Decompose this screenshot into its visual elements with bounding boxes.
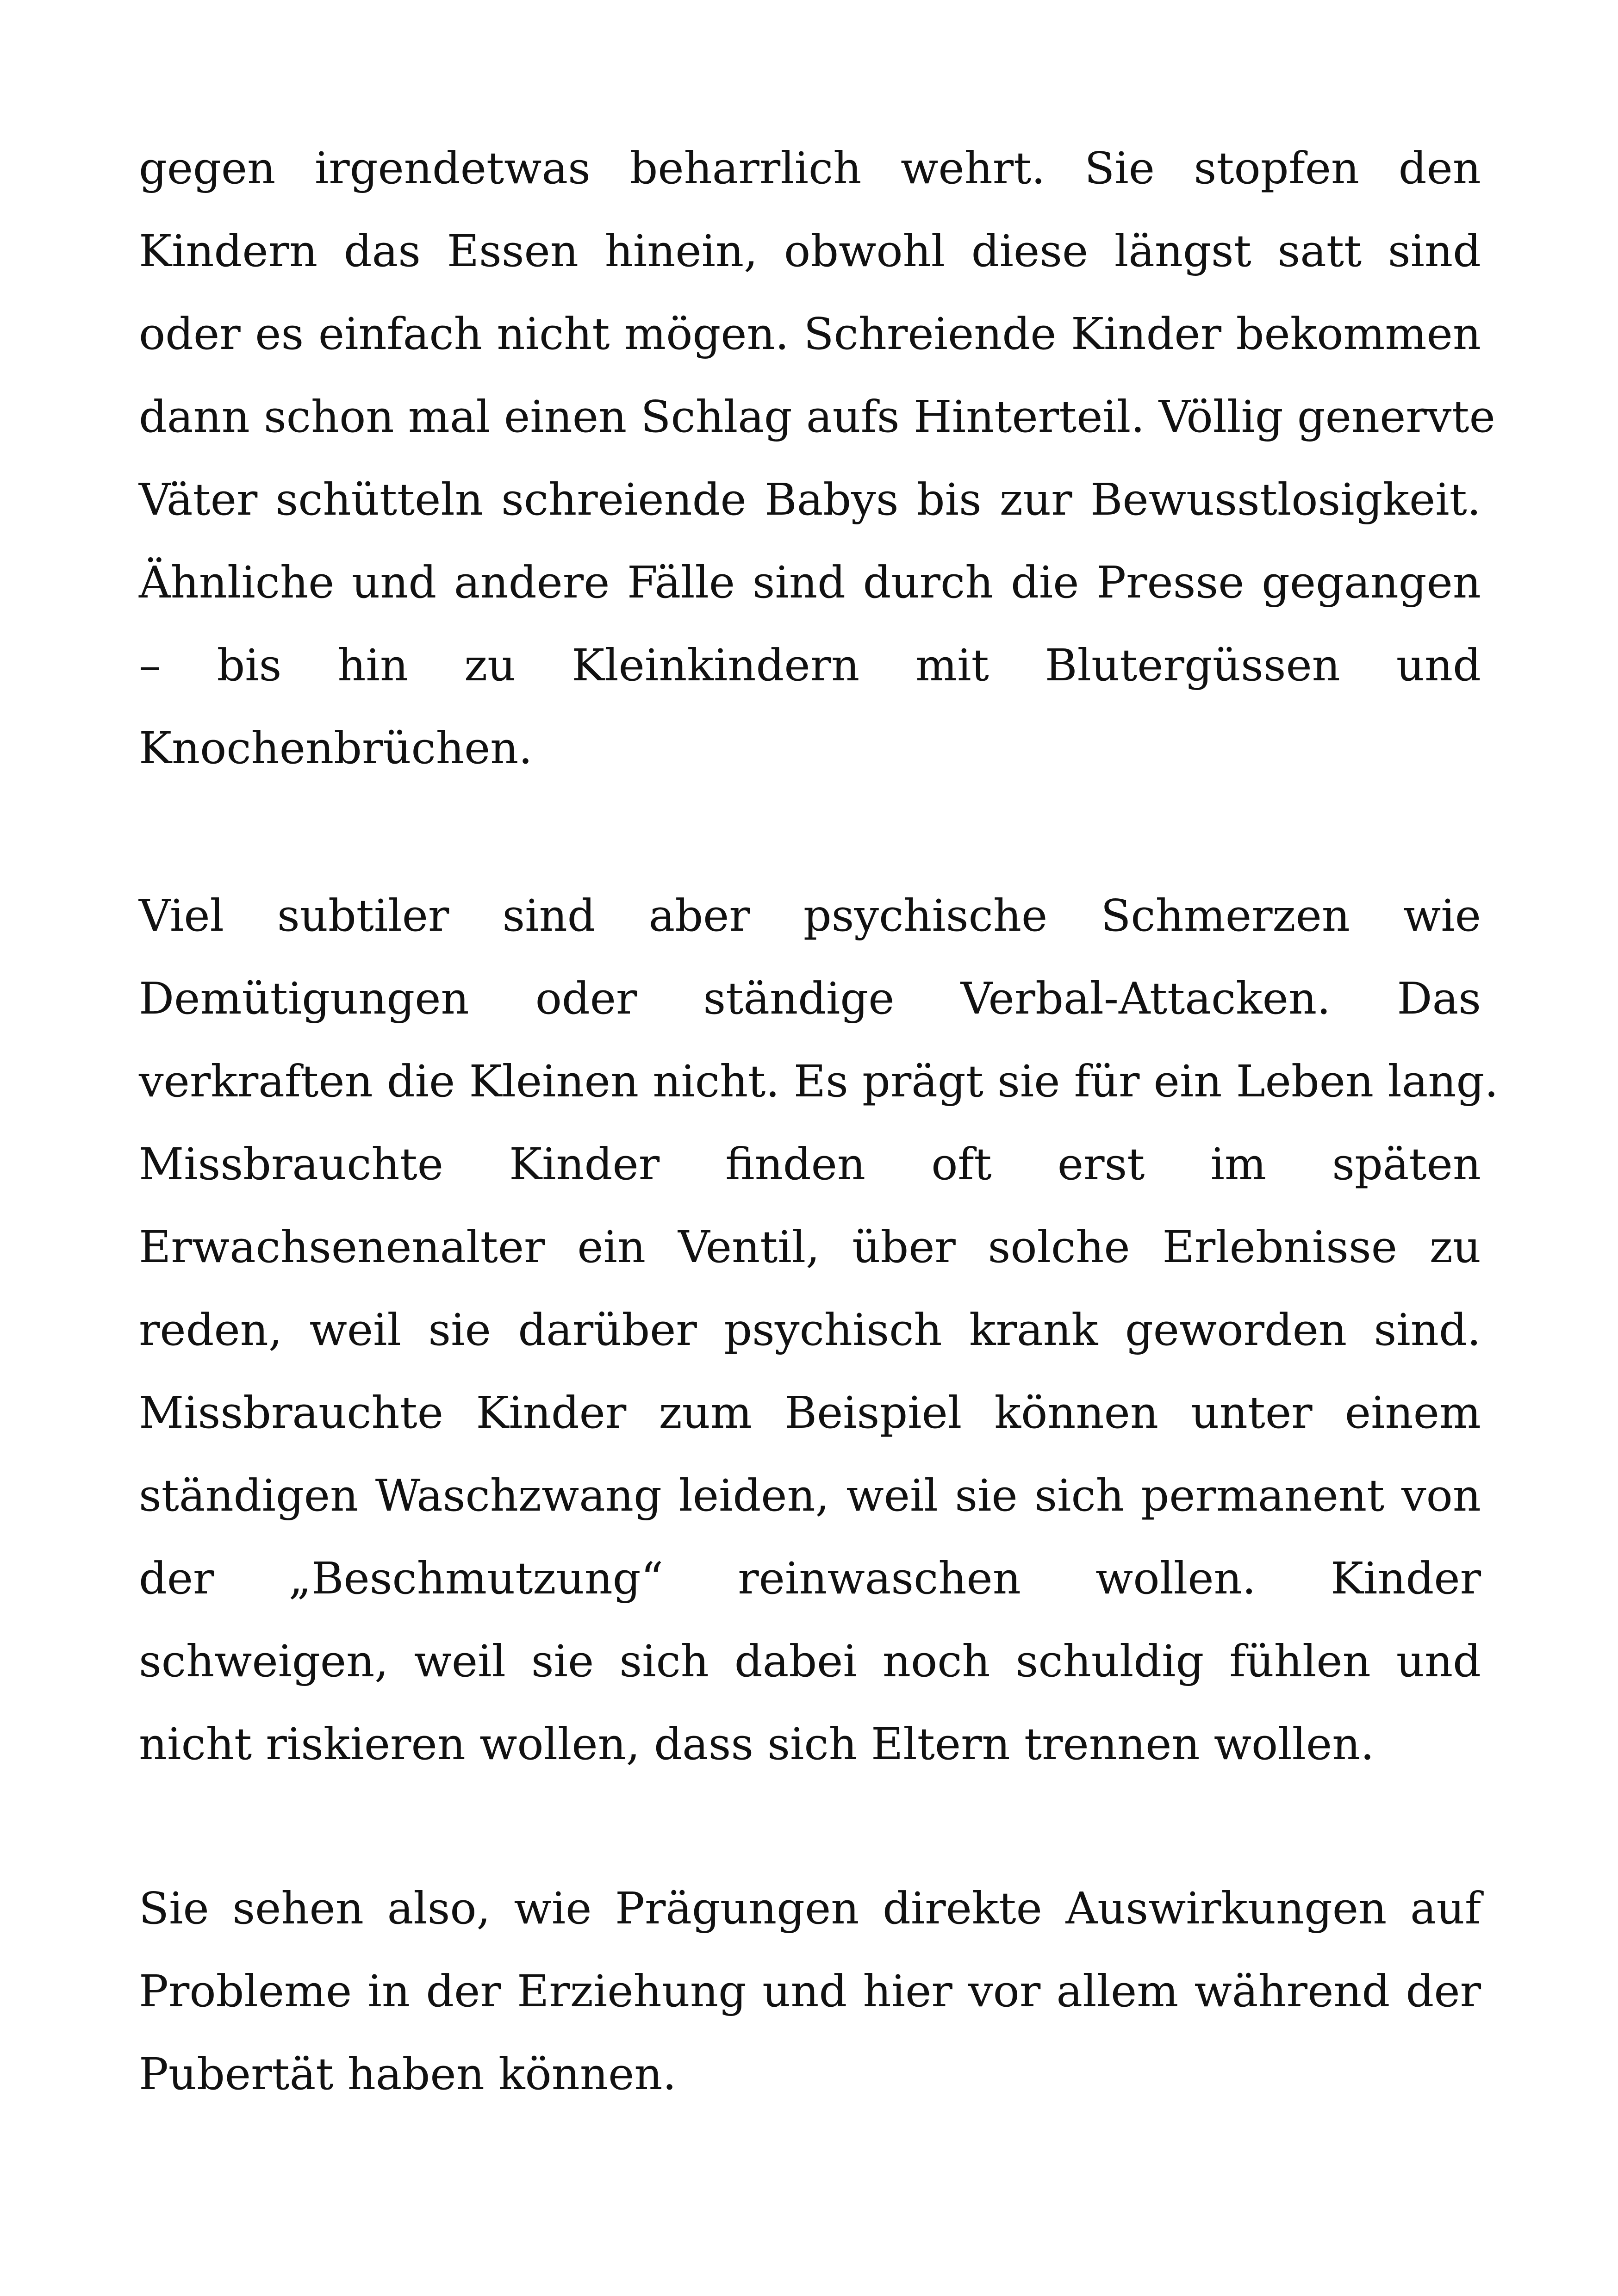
text-line: dann schon mal einen Schlag aufs Hinterteil. Völlig genervte	[139, 392, 1495, 442]
text-line: Pubertät haben können.	[139, 2049, 677, 2100]
text-line: Demütigungen oder ständige Verbal-Attacken. Das	[139, 973, 1481, 1024]
text-line: Väter schütteln schreiende Babys bis zur Bewusstlosigkeit.	[139, 474, 1481, 525]
text-line: Viel subtiler sind aber psychische Schmerzen wie	[139, 890, 1481, 941]
text-line: Missbrauchte Kinder finden oft erst im späten	[139, 1139, 1481, 1190]
text-line: nicht riskieren wollen, dass sich Eltern trennen wollen.	[139, 1719, 1375, 1770]
paragraph-1	[139, 127, 1495, 790]
text-line: der „Beschmutzung“ reinwaschen wollen. Kinder	[139, 1553, 1481, 1604]
text-line: ständigen Waschzwang leiden, weil sie sich permanent von	[139, 1470, 1481, 1521]
text-line: oder es einfach nicht mögen. Schreiende Kinder bekommen	[139, 309, 1481, 360]
text-line: Missbrauchte Kinder zum Beispiel können unter einem	[139, 1388, 1481, 1438]
text-line: Ähnliche und andere Fälle sind durch die Presse gegangen	[139, 557, 1481, 608]
text-line: Probleme in der Erziehung und hier vor allem während der	[139, 1966, 1481, 2017]
text-line: Knochenbrüchen.	[139, 723, 533, 774]
text-line: reden, weil sie darüber psychisch krank geworden sind.	[139, 1305, 1481, 1356]
text-line: Sie sehen also, wie Prägungen direkte Auswirkungen auf	[139, 1883, 1481, 1934]
text-line: gegen irgendetwas beharrlich wehrt. Sie stopfen den	[139, 143, 1481, 194]
text-line: – bis hin zu Kleinkindern mit Blutergüssen und	[139, 640, 1481, 691]
text-line: Erwachsenenalter ein Ventil, über solche Erlebnisse zu	[139, 1222, 1481, 1273]
text-line: verkraften die Kleinen nicht. Es prägt sie für ein Leben lang.	[139, 1056, 1499, 1107]
text-line: Kindern das Essen hinein, obwohl diese längst satt sind	[139, 226, 1481, 277]
paragraph-3	[139, 1867, 1481, 2116]
paragraph-2	[139, 875, 1499, 1786]
text-line: schweigen, weil sie sich dabei noch schuldig fühlen und	[139, 1636, 1481, 1687]
